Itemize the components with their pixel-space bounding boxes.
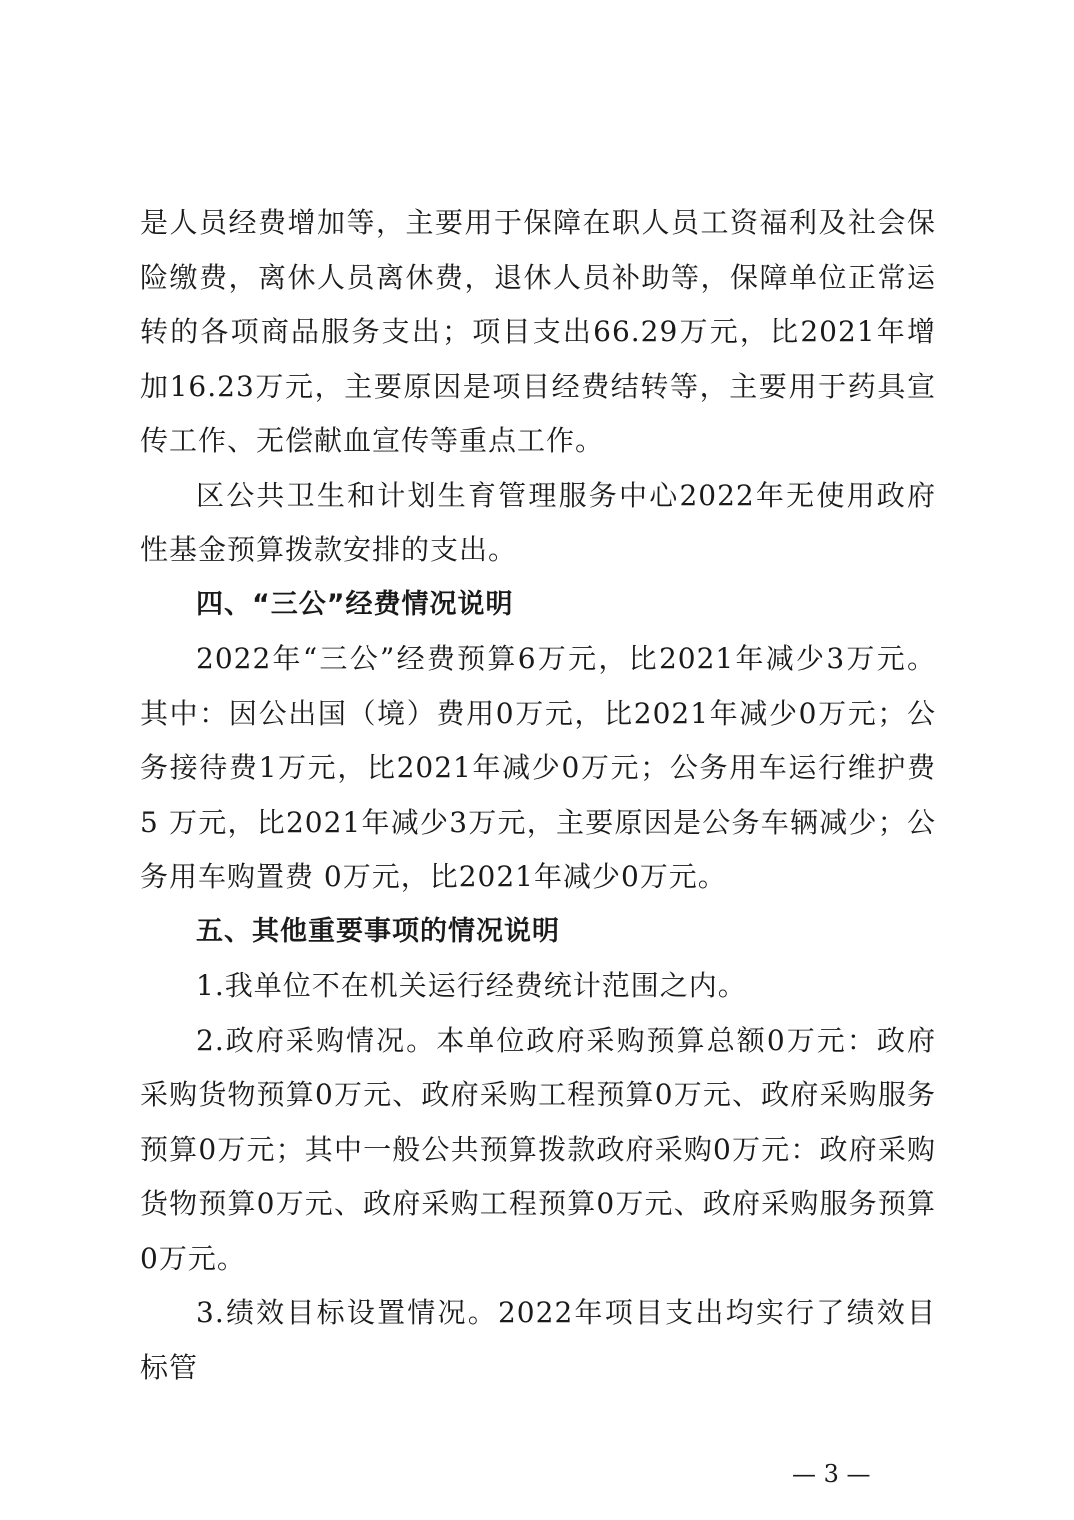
section-heading-three-public-expenses: 四、“三公”经费情况说明: [196, 588, 514, 620]
paragraph-operating-expenses: 1.我单位不在机关运行经费统计范围之内。: [196, 969, 747, 1002]
paragraph-personnel-expenses: 是人员经费增加等，主要用于保障在职人员工资福利及社会保险缴费，离休人员离休费，退休人员补助等，保障单位正常运转的各项商品服务支出；项目支出66.29万元，比2021年增加16.23万元，主要原因是项目经费结转等，主要用于药具宣传工作、无偿献血宣传等重点工作。: [140, 206, 936, 457]
paragraph-three-public-expenses: 2022年“三公”经费预算6万元，比2021年减少3万元。其中：因公出国（境）费用0万元，比2021年减少0万元；公务接待费1万元，比2021年减少0万元；公务用车运行维护费5 万元，比2021年减少3万元，主要原因是公务车辆减少；公务用车购置费 0万元，比2021年减少0万元。: [140, 642, 936, 893]
paragraph-procurement: 2.政府采购情况。本单位政府采购预算总额0万元：政府采购货物预算0万元、政府采购工程预算0万元、政府采购服务预算0万元；其中一般公共预算拨款政府采购0万元：政府采购货物预算0万元、政府采购工程预算0万元、政府采购服务预算0万元。: [140, 1023, 936, 1275]
paragraph-performance-targets: 3.绩效目标设置情况。2022年项目支出均实行了绩效目标管: [140, 1296, 936, 1384]
paragraph-government-fund: 区公共卫生和计划生育管理服务中心2022年无使用政府性基金预算拨款安排的支出。: [140, 478, 936, 566]
section-heading-other-matters: 五、其他重要事项的情况说明: [196, 915, 560, 947]
document-body: [140, 196, 936, 1395]
page-number: — 3 —: [792, 1460, 871, 1488]
